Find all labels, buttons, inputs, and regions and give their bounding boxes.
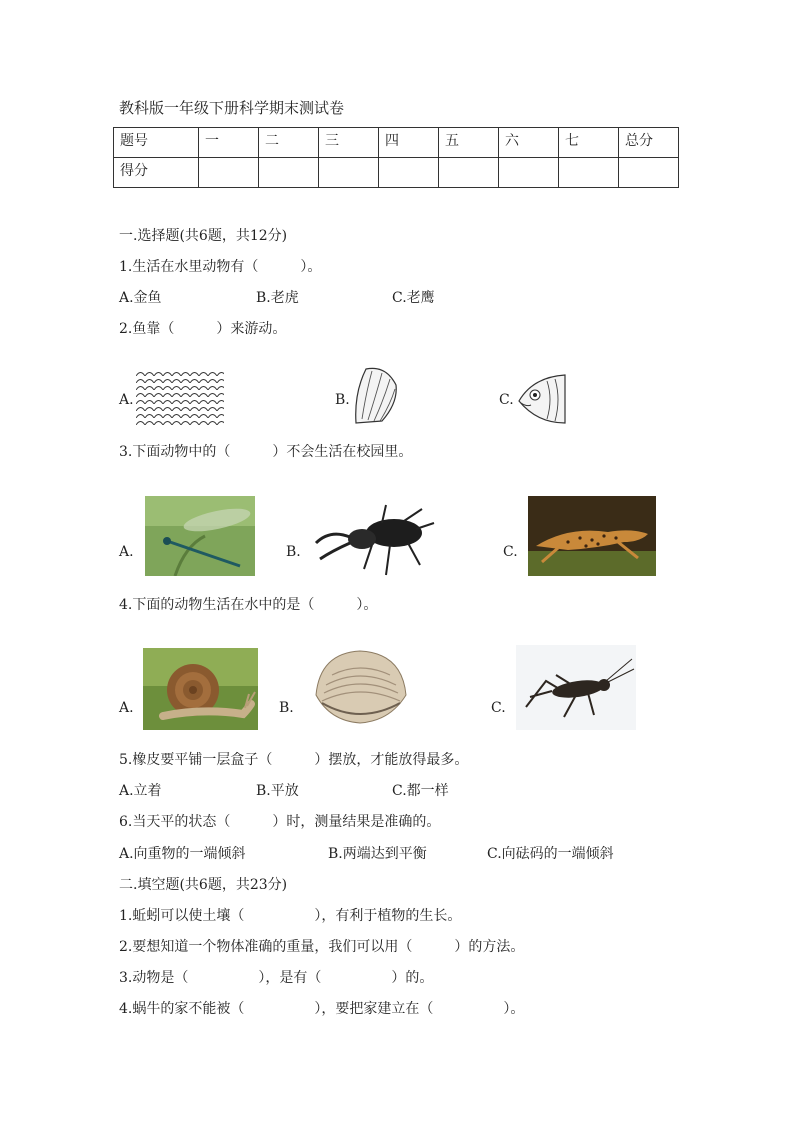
q1-option-c: C.老鹰	[392, 290, 435, 306]
score-cell[interactable]	[319, 158, 379, 188]
score-table	[113, 127, 679, 188]
score-cell[interactable]	[559, 158, 619, 188]
q4-text: 4.下面的动物生活在水中的是（ ）。	[119, 597, 378, 613]
q5-option-a: A.立着	[119, 783, 162, 799]
q5-option-b: B.平放	[256, 783, 299, 799]
score-cell[interactable]	[199, 158, 259, 188]
q6-option-a: A.向重物的一端倾斜	[119, 846, 246, 862]
q1-option-a: A.金鱼	[119, 290, 162, 306]
header-cell: 六	[499, 128, 559, 158]
clam-image	[310, 645, 410, 729]
score-cell[interactable]	[439, 158, 499, 188]
stag-beetle-image	[312, 499, 437, 577]
fish-scales-image	[136, 369, 224, 427]
header-cell: 七	[559, 128, 619, 158]
q4-option-c: C.	[491, 700, 506, 716]
q3-option-a: A.	[119, 544, 134, 560]
fill-q1-text: 1.蚯蚓可以使土壤（ ），有利于植物的生长。	[119, 908, 462, 924]
header-cell: 题号	[114, 128, 199, 158]
q2-text: 2.鱼靠（ ）来游动。	[119, 321, 287, 337]
header-cell: 总分	[619, 128, 679, 158]
score-cell[interactable]	[619, 158, 679, 188]
header-cell: 一	[199, 128, 259, 158]
header-cell: 二	[259, 128, 319, 158]
section1-heading: 一.选择题(共6题，共12分)	[119, 228, 288, 244]
score-cell[interactable]	[499, 158, 559, 188]
q1-option-b: B.老虎	[256, 290, 299, 306]
q4-option-b: B.	[279, 700, 294, 716]
q6-option-b: B.两端达到平衡	[328, 846, 427, 862]
fill-q2-text: 2.要想知道一个物体准确的重量，我们可以用（ ）的方法。	[119, 939, 525, 955]
q2-option-c: C.	[499, 392, 514, 408]
q6-option-c: C.向砝码的一端倾斜	[487, 846, 614, 862]
q5-text: 5.橡皮要平铺一层盒子（ ）摆放，才能放得最多。	[119, 752, 469, 768]
q6-text: 6.当天平的状态（ ）时，测量结果是准确的。	[119, 814, 441, 830]
score-table-header-row	[114, 128, 679, 158]
score-cell[interactable]	[379, 158, 439, 188]
q3-option-b: B.	[286, 544, 301, 560]
cheetah-image	[528, 496, 656, 576]
q3-option-c: C.	[503, 544, 518, 560]
snail-image	[143, 648, 258, 730]
fish-fin-image	[352, 363, 400, 427]
header-cell: 三	[319, 128, 379, 158]
dragonfly-image	[145, 496, 255, 576]
fill-q4-text: 4.蜗牛的家不能被（ ），要把家建立在（ ）。	[119, 1001, 525, 1017]
score-cell[interactable]	[259, 158, 319, 188]
q2-option-a: A.	[119, 392, 134, 408]
row-label-cell: 得分	[114, 158, 199, 188]
q4-option-a: A.	[119, 700, 134, 716]
q3-text: 3.下面动物中的（ ）不会生活在校园里。	[119, 444, 413, 460]
score-table-score-row	[114, 158, 679, 188]
q5-option-c: C.都一样	[392, 783, 449, 799]
fish-head-image	[517, 371, 567, 425]
q2-option-b: B.	[335, 392, 350, 408]
section2-heading: 二.填空题(共6题，共23分)	[119, 877, 288, 893]
header-cell: 五	[439, 128, 499, 158]
fill-q3-text: 3.动物是（ ），是有（ ）的。	[119, 970, 434, 986]
cricket-image	[516, 645, 636, 730]
header-cell: 四	[379, 128, 439, 158]
page-title: 教科版一年级下册科学期末测试卷	[119, 99, 345, 117]
q1-text: 1.生活在水里动物有（ ）。	[119, 259, 322, 275]
